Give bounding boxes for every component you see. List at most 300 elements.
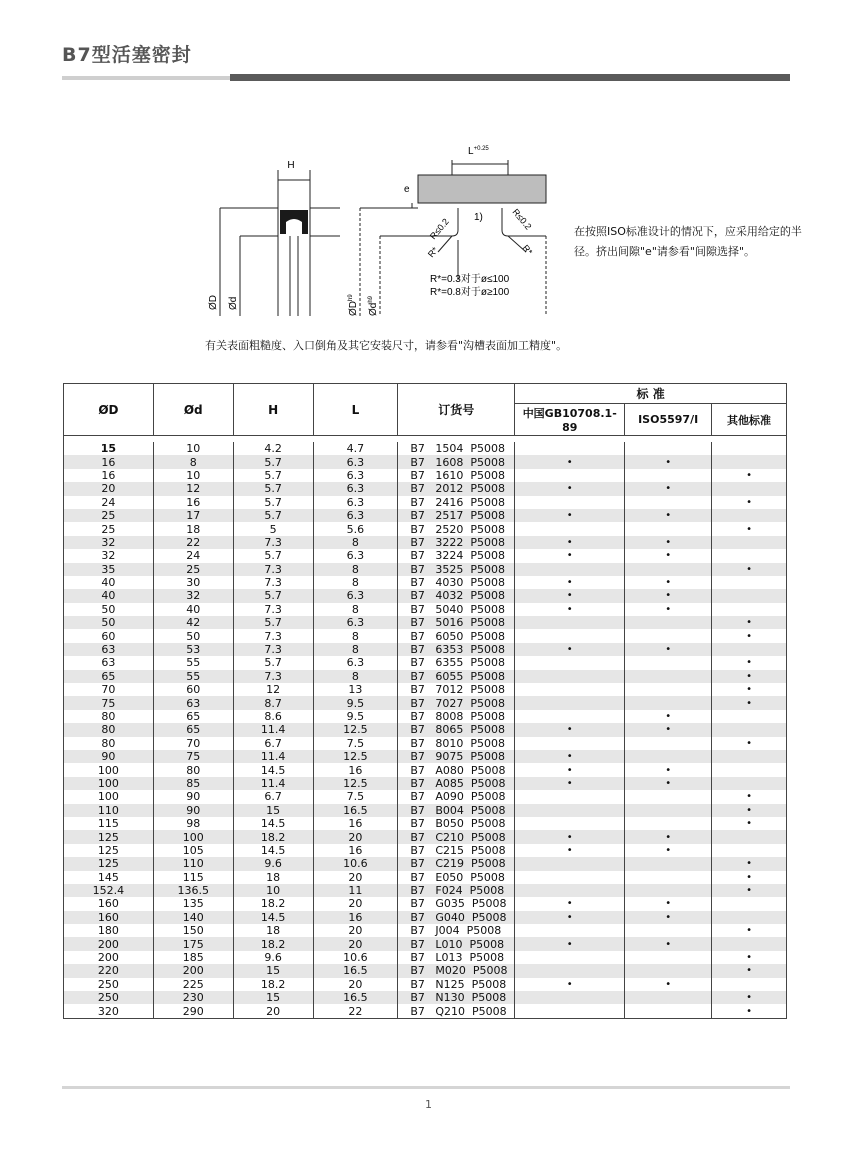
- cell-other: •: [712, 804, 787, 817]
- cell-L: 20: [313, 978, 398, 991]
- cell-d: 42: [153, 616, 233, 629]
- table-row: [64, 576, 787, 589]
- rstar-note-2: R*=0.8对于ø≥100: [430, 287, 510, 298]
- cell-D: 160: [64, 897, 154, 910]
- cell-H: 5.7: [233, 589, 313, 602]
- cell-other: [712, 536, 787, 549]
- cell-L: 13: [313, 683, 398, 696]
- cell-D: 125: [64, 830, 154, 843]
- cell-other: [712, 723, 787, 736]
- cell-gb: [515, 817, 625, 830]
- cell-iso: [625, 924, 712, 937]
- cell-L: 6.3: [313, 616, 398, 629]
- cell-L: 9.5: [313, 710, 398, 723]
- cell-other: •: [712, 964, 787, 977]
- cell-d: 136.5: [153, 884, 233, 897]
- cell-iso: [625, 790, 712, 803]
- table-row: [64, 817, 787, 830]
- cell-other: •: [712, 696, 787, 709]
- cell-iso: •: [625, 710, 712, 723]
- cell-order: B7 C215 P5008: [398, 844, 515, 857]
- cell-D: 35: [64, 563, 154, 576]
- housing-bore: [418, 175, 546, 203]
- cell-H: 7.3: [233, 563, 313, 576]
- table-row: [64, 563, 787, 576]
- cell-order: B7 7027 P5008: [398, 696, 515, 709]
- cell-L: 4.7: [313, 442, 398, 455]
- cell-order: B7 A085 P5008: [398, 777, 515, 790]
- table-row: [64, 643, 787, 656]
- cell-D: 75: [64, 696, 154, 709]
- label-dh9: $Ød^{h9}$: [368, 295, 379, 316]
- cell-gb: •: [515, 830, 625, 843]
- cell-D: 220: [64, 964, 154, 977]
- cell-iso: [625, 951, 712, 964]
- table-row: [64, 857, 787, 870]
- table-row: [64, 871, 787, 884]
- label-L: $L^{+0.25}$: [468, 146, 489, 157]
- cell-other: [712, 911, 787, 924]
- label-1: 1): [474, 212, 483, 223]
- cell-iso: •: [625, 549, 712, 562]
- table-row: [64, 616, 787, 629]
- cell-order: B7 2416 P5008: [398, 496, 515, 509]
- cell-iso: •: [625, 911, 712, 924]
- cell-L: 6.3: [313, 549, 398, 562]
- cell-H: 5.7: [233, 469, 313, 482]
- cell-D: 152.4: [64, 884, 154, 897]
- cell-gb: [515, 469, 625, 482]
- side-note: 在按照ISO标准设计的情况下，应采用给定的半径。挤出间隙"e"请参看"间隙选择"。: [574, 225, 802, 258]
- cell-other: •: [712, 737, 787, 750]
- table-row: [64, 978, 787, 991]
- cell-iso: •: [625, 576, 712, 589]
- cell-gb: [515, 442, 625, 455]
- cell-iso: [625, 804, 712, 817]
- cell-L: 12.5: [313, 750, 398, 763]
- cell-gb: •: [515, 455, 625, 468]
- cell-L: 6.3: [313, 455, 398, 468]
- cell-iso: •: [625, 897, 712, 910]
- cell-other: [712, 897, 787, 910]
- cell-order: B7 3224 P5008: [398, 549, 515, 562]
- cell-gb: [515, 522, 625, 535]
- cell-other: •: [712, 522, 787, 535]
- cell-gb: •: [515, 750, 625, 763]
- cell-L: 8: [313, 643, 398, 656]
- cell-gb: •: [515, 536, 625, 549]
- cell-d: 75: [153, 750, 233, 763]
- cell-H: 5.7: [233, 616, 313, 629]
- cell-L: 8: [313, 670, 398, 683]
- cell-d: 16: [153, 496, 233, 509]
- cell-D: 40: [64, 576, 154, 589]
- seal-diagram: [190, 130, 560, 330]
- label-r02-left: R≤0.2: [427, 216, 451, 242]
- cell-gb: •: [515, 482, 625, 495]
- cell-iso: [625, 737, 712, 750]
- cell-H: 18.2: [233, 978, 313, 991]
- cell-L: 8: [313, 629, 398, 642]
- cell-order: B7 6353 P5008: [398, 643, 515, 656]
- cell-d: 140: [153, 911, 233, 924]
- cell-iso: [625, 884, 712, 897]
- cell-order: B7 G040 P5008: [398, 911, 515, 924]
- cell-L: 16.5: [313, 991, 398, 1004]
- cell-D: 100: [64, 777, 154, 790]
- cell-H: 11.4: [233, 750, 313, 763]
- cell-order: B7 3222 P5008: [398, 536, 515, 549]
- cell-L: 7.5: [313, 790, 398, 803]
- table-row: [64, 536, 787, 549]
- cell-d: 80: [153, 763, 233, 776]
- cell-order: B7 G035 P5008: [398, 897, 515, 910]
- cell-iso: •: [625, 643, 712, 656]
- cell-other: •: [712, 629, 787, 642]
- col-header-H: H: [233, 384, 313, 436]
- cell-d: 60: [153, 683, 233, 696]
- cell-d: 12: [153, 482, 233, 495]
- col-header-order: 订货号: [398, 384, 515, 436]
- cell-gb: [515, 857, 625, 870]
- cell-order: B7 8008 P5008: [398, 710, 515, 723]
- cell-other: [712, 455, 787, 468]
- cell-d: 98: [153, 817, 233, 830]
- table-row: [64, 804, 787, 817]
- cell-H: 6.7: [233, 737, 313, 750]
- cell-H: 7.3: [233, 629, 313, 642]
- cell-order: B7 F024 P5008: [398, 884, 515, 897]
- label-Dh9: $ØD^{h9}$: [348, 294, 359, 316]
- cell-L: 9.5: [313, 696, 398, 709]
- cell-L: 20: [313, 924, 398, 937]
- table-row: [64, 683, 787, 696]
- table-row: [64, 964, 787, 977]
- cell-d: 40: [153, 603, 233, 616]
- cell-order: B7 B004 P5008: [398, 804, 515, 817]
- cell-other: [712, 830, 787, 843]
- cell-order: B7 5016 P5008: [398, 616, 515, 629]
- cell-L: 22: [313, 1004, 398, 1018]
- cell-iso: •: [625, 589, 712, 602]
- cell-gb: •: [515, 897, 625, 910]
- cell-L: 10.6: [313, 951, 398, 964]
- cell-iso: •: [625, 536, 712, 549]
- cell-H: 14.5: [233, 844, 313, 857]
- table-row: [64, 1004, 787, 1018]
- cell-gb: •: [515, 937, 625, 950]
- cell-other: •: [712, 683, 787, 696]
- cell-d: 17: [153, 509, 233, 522]
- cell-d: 185: [153, 951, 233, 964]
- cell-iso: •: [625, 482, 712, 495]
- cell-L: 8: [313, 563, 398, 576]
- cell-d: 105: [153, 844, 233, 857]
- cell-iso: •: [625, 978, 712, 991]
- table-row: [64, 991, 787, 1004]
- cell-other: [712, 937, 787, 950]
- cell-order: B7 B050 P5008: [398, 817, 515, 830]
- table-row: [64, 911, 787, 924]
- cell-iso: [625, 442, 712, 455]
- cell-order: B7 6055 P5008: [398, 670, 515, 683]
- cell-H: 15: [233, 964, 313, 977]
- table-row: [64, 629, 787, 642]
- cell-other: [712, 643, 787, 656]
- cell-order: B7 5040 P5008: [398, 603, 515, 616]
- cell-D: 250: [64, 978, 154, 991]
- cell-order: B7 L010 P5008: [398, 937, 515, 950]
- table-row: [64, 924, 787, 937]
- cell-gb: [515, 991, 625, 1004]
- cell-gb: [515, 1004, 625, 1018]
- cell-other: •: [712, 790, 787, 803]
- cell-H: 15: [233, 991, 313, 1004]
- cell-order: B7 2520 P5008: [398, 522, 515, 535]
- cell-d: 8: [153, 455, 233, 468]
- cell-D: 250: [64, 991, 154, 1004]
- cell-iso: •: [625, 777, 712, 790]
- cell-d: 53: [153, 643, 233, 656]
- cell-D: 15: [64, 442, 154, 455]
- col-header-d: Ød: [153, 384, 233, 436]
- cell-gb: [515, 656, 625, 669]
- cell-H: 7.3: [233, 670, 313, 683]
- seal-cross-section: [220, 170, 340, 316]
- table-row: [64, 763, 787, 776]
- cell-L: 6.3: [313, 589, 398, 602]
- cell-D: 50: [64, 616, 154, 629]
- cell-gb: •: [515, 509, 625, 522]
- cell-gb: [515, 629, 625, 642]
- cell-L: 12.5: [313, 777, 398, 790]
- cell-iso: •: [625, 830, 712, 843]
- cell-order: B7 L013 P5008: [398, 951, 515, 964]
- cell-D: 16: [64, 455, 154, 468]
- cell-D: 80: [64, 723, 154, 736]
- cell-H: 8.7: [233, 696, 313, 709]
- cell-iso: [625, 670, 712, 683]
- cell-H: 11.4: [233, 777, 313, 790]
- cell-d: 200: [153, 964, 233, 977]
- cell-H: 14.5: [233, 763, 313, 776]
- cell-D: 200: [64, 951, 154, 964]
- cell-H: 6.7: [233, 790, 313, 803]
- cell-iso: [625, 616, 712, 629]
- table-row: [64, 509, 787, 522]
- cell-L: 11: [313, 884, 398, 897]
- cell-L: 6.3: [313, 496, 398, 509]
- cell-H: 7.3: [233, 643, 313, 656]
- cell-iso: •: [625, 603, 712, 616]
- cell-iso: •: [625, 937, 712, 950]
- cell-order: B7 C219 P5008: [398, 857, 515, 870]
- cell-D: 65: [64, 670, 154, 683]
- cell-other: •: [712, 951, 787, 964]
- cell-D: 180: [64, 924, 154, 937]
- label-r02-right: R≤0.2: [510, 206, 534, 232]
- cell-D: 25: [64, 509, 154, 522]
- cell-L: 16: [313, 911, 398, 924]
- col-header-other: 其他标准: [712, 404, 787, 436]
- cell-d: 230: [153, 991, 233, 1004]
- cell-L: 20: [313, 830, 398, 843]
- table-row: [64, 710, 787, 723]
- cell-d: 90: [153, 804, 233, 817]
- label-D: ØD: [208, 295, 219, 310]
- cell-H: 5.7: [233, 549, 313, 562]
- cell-order: B7 2012 P5008: [398, 482, 515, 495]
- cell-H: 10: [233, 884, 313, 897]
- cell-L: 20: [313, 871, 398, 884]
- cell-D: 110: [64, 804, 154, 817]
- cell-d: 100: [153, 830, 233, 843]
- cell-order: B7 1504 P5008: [398, 442, 515, 455]
- cell-H: 15: [233, 804, 313, 817]
- cell-iso: [625, 1004, 712, 1018]
- cell-other: •: [712, 670, 787, 683]
- cell-D: 20: [64, 482, 154, 495]
- cell-other: [712, 549, 787, 562]
- header-rule-dark: [230, 74, 790, 81]
- cell-L: 16: [313, 817, 398, 830]
- cell-iso: [625, 683, 712, 696]
- cell-order: B7 3525 P5008: [398, 563, 515, 576]
- cell-gb: [515, 951, 625, 964]
- cell-iso: [625, 696, 712, 709]
- cell-other: [712, 710, 787, 723]
- cell-gb: [515, 790, 625, 803]
- cell-other: [712, 442, 787, 455]
- cell-order: B7 4032 P5008: [398, 589, 515, 602]
- cell-gb: [515, 670, 625, 683]
- cell-other: •: [712, 1004, 787, 1018]
- table-row: [64, 469, 787, 482]
- cell-D: 80: [64, 737, 154, 750]
- cell-d: 90: [153, 790, 233, 803]
- table-row: [64, 884, 787, 897]
- rstar-note-1: R*=0.3对于ø≤100: [430, 274, 510, 285]
- cell-d: 225: [153, 978, 233, 991]
- table-row: [64, 897, 787, 910]
- label-rstar-left: R*: [425, 245, 440, 260]
- cell-H: 5.7: [233, 509, 313, 522]
- cell-L: 7.5: [313, 737, 398, 750]
- cell-iso: [625, 629, 712, 642]
- cell-H: 18.2: [233, 830, 313, 843]
- cell-d: 55: [153, 656, 233, 669]
- cell-D: 115: [64, 817, 154, 830]
- cell-H: 8.6: [233, 710, 313, 723]
- table-row: [64, 937, 787, 950]
- cell-other: [712, 777, 787, 790]
- cell-gb: •: [515, 589, 625, 602]
- cell-D: 320: [64, 1004, 154, 1018]
- cell-iso: [625, 563, 712, 576]
- table-row: [64, 844, 787, 857]
- cell-H: 7.3: [233, 536, 313, 549]
- cell-d: 115: [153, 871, 233, 884]
- cell-d: 30: [153, 576, 233, 589]
- cell-d: 65: [153, 723, 233, 736]
- cell-iso: [625, 750, 712, 763]
- cell-order: B7 N125 P5008: [398, 978, 515, 991]
- cell-L: 20: [313, 937, 398, 950]
- cell-gb: [515, 884, 625, 897]
- cell-iso: [625, 991, 712, 1004]
- table-row: [64, 777, 787, 790]
- cell-other: [712, 509, 787, 522]
- cell-D: 80: [64, 710, 154, 723]
- table-row: [64, 496, 787, 509]
- table-row: [64, 482, 787, 495]
- cell-iso: [625, 871, 712, 884]
- footer-rule: [62, 1086, 790, 1089]
- table-row: [64, 830, 787, 843]
- cell-D: 25: [64, 522, 154, 535]
- cell-other: •: [712, 871, 787, 884]
- cell-gb: [515, 964, 625, 977]
- cell-gb: •: [515, 723, 625, 736]
- cell-H: 18: [233, 924, 313, 937]
- cell-d: 18: [153, 522, 233, 535]
- cell-order: B7 7012 P5008: [398, 683, 515, 696]
- col-header-L: L: [313, 384, 398, 436]
- installation-note: 有关表面粗糙度、入口倒角及其它安装尺寸，请参看"沟槽表面加工精度"。: [205, 339, 568, 352]
- cell-D: 100: [64, 790, 154, 803]
- spec-table: [63, 383, 787, 1019]
- cell-order: B7 E050 P5008: [398, 871, 515, 884]
- cell-order: B7 Q210 P5008: [398, 1004, 515, 1018]
- table-row: [64, 951, 787, 964]
- cell-gb: [515, 496, 625, 509]
- cell-gb: [515, 737, 625, 750]
- cell-gb: •: [515, 603, 625, 616]
- cell-iso: [625, 857, 712, 870]
- cell-other: •: [712, 469, 787, 482]
- cell-gb: •: [515, 643, 625, 656]
- cell-iso: •: [625, 763, 712, 776]
- cell-gb: [515, 924, 625, 937]
- cell-order: B7 A090 P5008: [398, 790, 515, 803]
- cell-other: [712, 844, 787, 857]
- cell-other: [712, 978, 787, 991]
- cell-other: •: [712, 616, 787, 629]
- cell-other: [712, 603, 787, 616]
- cell-order: B7 9075 P5008: [398, 750, 515, 763]
- cell-D: 16: [64, 469, 154, 482]
- cell-other: •: [712, 817, 787, 830]
- cell-gb: •: [515, 978, 625, 991]
- cell-other: [712, 589, 787, 602]
- cell-H: 11.4: [233, 723, 313, 736]
- cell-H: 14.5: [233, 817, 313, 830]
- cell-gb: [515, 696, 625, 709]
- cell-d: 175: [153, 937, 233, 950]
- cell-H: 9.6: [233, 857, 313, 870]
- cell-H: 20: [233, 1004, 313, 1018]
- cell-d: 10: [153, 442, 233, 455]
- col-header-D: ØD: [64, 384, 154, 436]
- cell-order: B7 8065 P5008: [398, 723, 515, 736]
- cell-H: 14.5: [233, 911, 313, 924]
- cell-d: 70: [153, 737, 233, 750]
- table-row: [64, 549, 787, 562]
- cell-H: 7.3: [233, 603, 313, 616]
- cell-order: B7 J004 P5008: [398, 924, 515, 937]
- cell-iso: [625, 496, 712, 509]
- cell-d: 10: [153, 469, 233, 482]
